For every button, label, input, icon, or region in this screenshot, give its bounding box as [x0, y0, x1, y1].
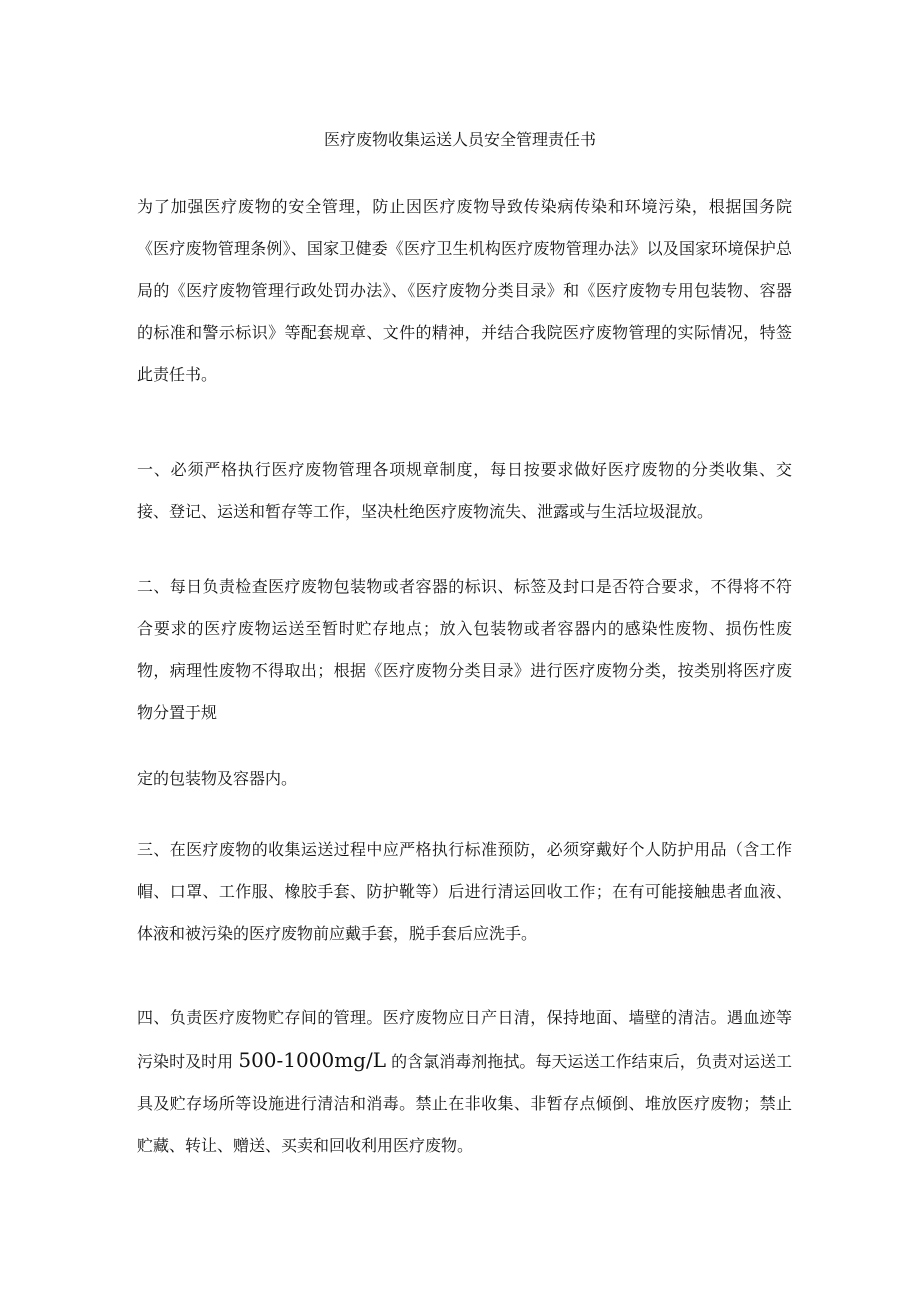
clause-2-paragraph: 二、每日负责检查医疗废物包装物或者容器的标识、标签及封口是否符合要求，不得将不符合要求的医疗废物运送至暂时贮存地点；放入包装物或者容器内的感染性废物、损伤性废物，病理性废物不得取出；根据《医疗废物分类目录》进行医疗废物分类，按类别将医疗废物分置于规 [137, 577, 792, 722]
clause-2-continuation: 定的包装物及容器内。 [137, 769, 298, 788]
clause-4-text-start: 四、负责医疗废物贮存间的管理。医疗废物应日产日清，保持地面、墙壁的清洁。遇血迹等污染时及时用 [137, 1008, 792, 1071]
clause-1-paragraph: 一、必须严格执行医疗废物管理各项规章制度，每日按要求做好医疗废物的分类收集、交接、登记、运送和暂存等工作，坚决杜绝医疗废物流失、泄露或与生活垃圾混放。 [137, 460, 792, 521]
clause-4-text-end: 的含氯消毒剂拖拭。每天运送工作结束后，负责对运送工具及贮存场所等设施进行清洁和消毒。禁止在非收集、非暂存点倾倒、堆放医疗废物；禁止贮藏、转让、赠送、买卖和回收利用医疗废物。 [137, 1052, 792, 1155]
clause-4-paragraph [137, 997, 792, 1167]
disinfectant-concentration: 500-1000mg/L [238, 1048, 386, 1072]
clause-3-paragraph: 三、在医疗废物的收集运送过程中应严格执行标准预防，必须穿戴好个人防护用品（含工作帽、口罩、工作服、橡胶手套、防护靴等）后进行清运回收工作；在有可能接触患者血液、体液和被污染的医疗废物前应戴手套，脱手套后应洗手。 [137, 840, 792, 943]
document-title: 医疗废物收集运送人员安全管理责任书 [323, 130, 596, 149]
intro-paragraph: 为了加强医疗废物的安全管理，防止因医疗废物导致传染病传染和环境污染，根据国务院《医疗废物管理条例》、国家卫健委《医疗卫生机构医疗废物管理办法》以及国家环境保护总局的《医疗废物管理行政处罚办法》、《医疗废物分类目录》和《医疗废物专用包装物、容器的标准和警示标识》等配套规章、文件的精神，并结合我院医疗废物管理的实际情况，特签此责任书。 [137, 197, 792, 384]
